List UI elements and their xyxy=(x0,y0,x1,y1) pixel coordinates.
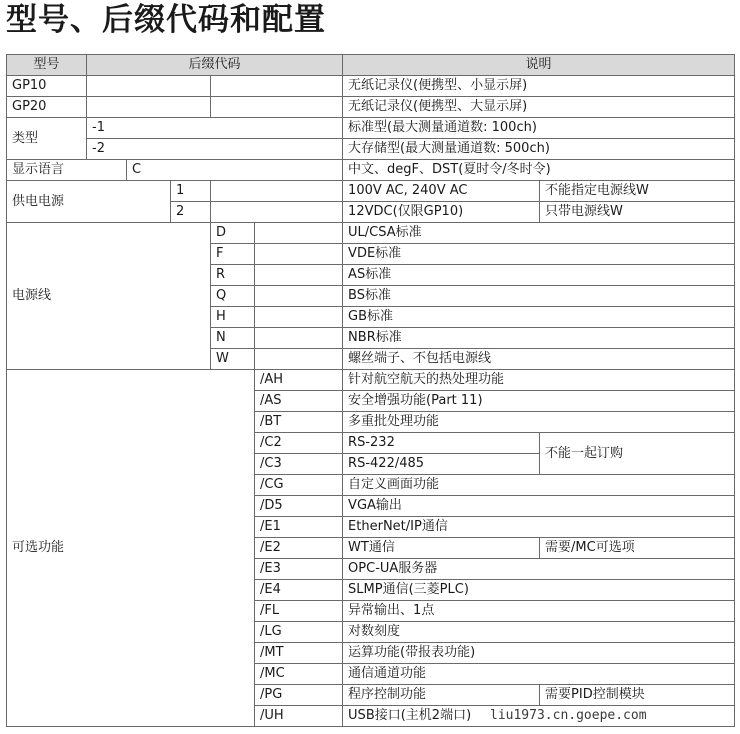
cord-desc: NBR标准 xyxy=(343,328,735,349)
type-label: 类型 xyxy=(7,118,87,160)
option-code: /BT xyxy=(255,412,343,433)
option-desc: 自定义画面功能 xyxy=(343,475,735,496)
option-code: /E3 xyxy=(255,559,343,580)
option-code: /E1 xyxy=(255,517,343,538)
option-desc: VGA输出 xyxy=(343,496,735,517)
cord-desc: AS标准 xyxy=(343,265,735,286)
option-desc: 通信通道功能 xyxy=(343,664,735,685)
cord-desc: UL/CSA标准 xyxy=(343,223,735,244)
power-note: 只带电源线W xyxy=(540,202,735,223)
option-code: /D5 xyxy=(255,496,343,517)
option-desc: 针对航空航天的热处理功能 xyxy=(343,370,735,391)
option-desc: 多重批处理功能 xyxy=(343,412,735,433)
type-code: -1 xyxy=(87,118,343,139)
power-note: 不能指定电源线W xyxy=(540,181,735,202)
power-desc: 12VDC(仅限GP10) xyxy=(343,202,540,223)
table-row xyxy=(7,97,735,118)
option-code: /AH xyxy=(255,370,343,391)
header-suffix-code: 后缀代码 xyxy=(87,55,343,76)
option-desc: RS-232 xyxy=(343,433,540,454)
cord-code: D xyxy=(211,223,255,244)
type-desc: 大存储型(最大测量通道数: 500ch) xyxy=(343,139,735,160)
table-row xyxy=(7,370,735,391)
option-code: /UH xyxy=(255,706,343,727)
option-code: /MC xyxy=(255,664,343,685)
cord-code: R xyxy=(211,265,255,286)
watermark: liu1973.cn.goepe.com xyxy=(490,708,647,723)
table-row xyxy=(7,76,735,97)
table-row xyxy=(7,139,735,160)
option-note-pg: 需要PID控制模块 xyxy=(540,685,735,706)
option-code: /PG xyxy=(255,685,343,706)
option-desc: SLMP通信(三菱PLC) xyxy=(343,580,735,601)
power-code: 1 xyxy=(171,181,211,202)
language-desc: 中文、degF、DST(夏时令/冬时令) xyxy=(343,160,735,181)
cord-desc: GB标准 xyxy=(343,307,735,328)
table-header-row xyxy=(7,55,735,76)
power-code: 2 xyxy=(171,202,211,223)
option-code: /C3 xyxy=(255,454,343,475)
option-desc: 对数刻度 xyxy=(343,622,735,643)
cord-code: W xyxy=(211,349,255,370)
model-desc: 无纸记录仪(便携型、小显示屏) xyxy=(343,76,735,97)
option-desc: RS-422/485 xyxy=(343,454,540,475)
table-row xyxy=(7,181,735,202)
option-note-serial: 不能一起订购 xyxy=(540,433,735,475)
language-label: 显示语言 xyxy=(7,160,127,181)
cord-label: 电源线 xyxy=(7,223,211,370)
option-desc: 程序控制功能 xyxy=(343,685,540,706)
cord-desc: 螺丝端子、不包括电源线 xyxy=(343,349,735,370)
option-desc: WT通信 xyxy=(343,538,540,559)
header-model: 型号 xyxy=(7,55,87,76)
model-code: GP20 xyxy=(7,97,87,118)
option-code: /FL xyxy=(255,601,343,622)
option-desc: EtherNet/IP通信 xyxy=(343,517,735,538)
cord-code: F xyxy=(211,244,255,265)
page-title: 型号、后缀代码和配置 xyxy=(6,2,326,38)
option-desc: 安全增强功能(Part 11) xyxy=(343,391,735,412)
option-code: /E2 xyxy=(255,538,343,559)
option-note-e2: 需要/MC可选项 xyxy=(540,538,735,559)
table-row xyxy=(7,160,735,181)
option-code: /E4 xyxy=(255,580,343,601)
model-suffix-table xyxy=(6,54,735,727)
type-desc: 标准型(最大测量通道数: 100ch) xyxy=(343,118,735,139)
header-description: 说明 xyxy=(343,55,735,76)
power-label: 供电电源 xyxy=(7,181,171,223)
cord-code: N xyxy=(211,328,255,349)
option-code: /AS xyxy=(255,391,343,412)
model-code: GP10 xyxy=(7,76,87,97)
cord-desc: VDE标准 xyxy=(343,244,735,265)
option-desc: OPC-UA服务器 xyxy=(343,559,735,580)
option-code: /MT xyxy=(255,643,343,664)
table-row xyxy=(7,118,735,139)
language-code: C xyxy=(127,160,343,181)
option-code: /CG xyxy=(255,475,343,496)
cord-desc: BS标准 xyxy=(343,286,735,307)
type-code: -2 xyxy=(87,139,343,160)
option-code: /LG xyxy=(255,622,343,643)
option-desc: 运算功能(带报表功能) xyxy=(343,643,735,664)
table-row xyxy=(7,223,735,244)
cord-code: Q xyxy=(211,286,255,307)
option-desc: USB接口(主机2端口) xyxy=(343,706,735,727)
power-desc: 100V AC, 240V AC xyxy=(343,181,540,202)
cord-code: H xyxy=(211,307,255,328)
options-label: 可选功能 xyxy=(7,370,255,727)
option-code: /C2 xyxy=(255,433,343,454)
option-desc: 异常输出、1点 xyxy=(343,601,735,622)
model-desc: 无纸记录仪(便携型、大显示屏) xyxy=(343,97,735,118)
